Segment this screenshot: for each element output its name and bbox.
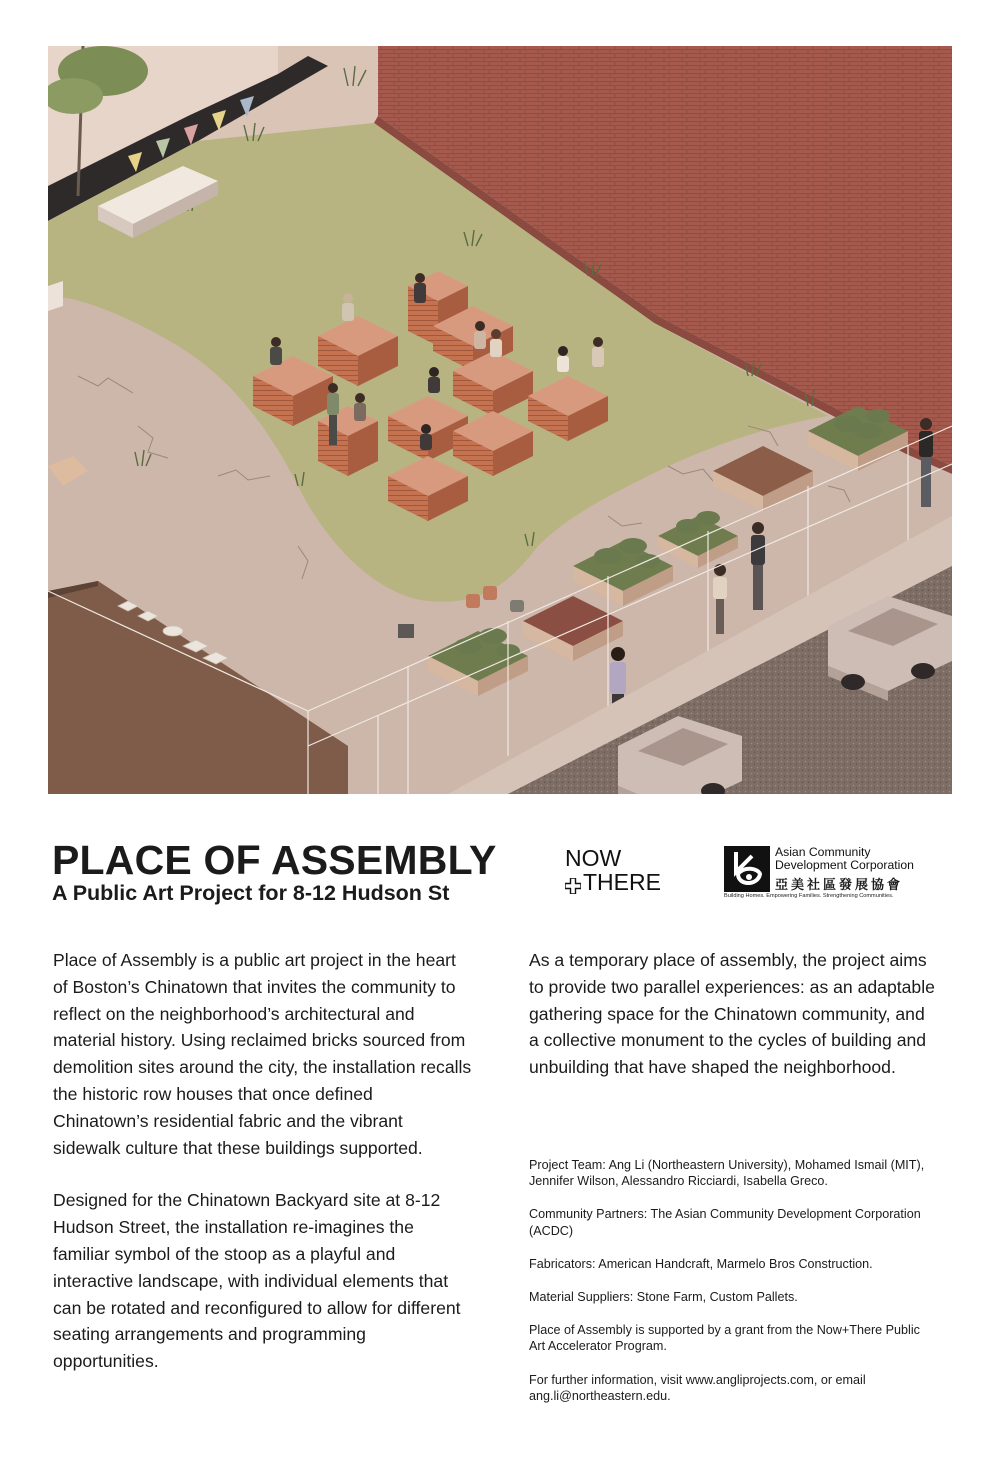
credits xyxy=(529,1157,929,1421)
plus-icon xyxy=(565,874,581,890)
acdc-tagline: Building Homes. Empowering Families. Strengthening Communities. xyxy=(724,893,894,899)
credit-material-suppliers: Material Suppliers: Stone Farm, Custom Pallets. xyxy=(529,1290,798,1305)
page-title: PLACE OF ASSEMBLY xyxy=(52,837,497,883)
credit-community-partners: Community Partners: The Asian Community Development Corporation (ACDC) xyxy=(529,1207,921,1238)
credit-fabricators: Fabricators: American Handcraft, Marmelo Bros Construction. xyxy=(529,1256,873,1271)
intro-paragraph: Place of Assembly is a public art project in the heart of Boston’s Chinatown that invites the community to reflect on the neighborhood’s architectural and material history. Using reclaimed bricks sourced from demolition sites around the city, the installation recalls the historic row houses that once defined Chinatown’s residential fabric and the vibrant sidewalk culture that these buildings supported. xyxy=(53,950,472,1158)
now-there-logo xyxy=(565,846,675,896)
acdc-logo xyxy=(724,846,934,902)
acdc-name-line2: Development Corporation xyxy=(775,858,914,872)
courtyard-illustration xyxy=(48,46,952,794)
design-paragraph: Designed for the Chinatown Backyard site at 8-12 Hudson Street, the installation re-imagines the familiar symbol of the stoop as a playful and interactive landscape, with individual elements that can be rotated and reconfigured to allow for different seating arrangements and programming opportunities. xyxy=(53,1190,461,1372)
purpose-paragraph: As a temporary place of assembly, the project aims to provide two parallel experiences: as an adaptable gathering space for the Chinatown community, and a collective monument to the cycles of building and unbuilding that have shaped the neighborhood. xyxy=(529,950,935,1078)
credit-project-team: Project Team: Ang Li (Northeastern University), Mohamed Ismail (MIT), Jennifer Wilson, Alessandro Ricciardi, Isabella Greco. xyxy=(529,1158,925,1189)
acdc-chinese-name: 亞美社區發展協會 xyxy=(775,877,904,892)
credit-grant: Place of Assembly is supported by a grant from the Now+There Public Art Accelerator Program. xyxy=(529,1323,920,1354)
now-there-logo-line1: NOW xyxy=(565,845,622,871)
acdc-mark-icon xyxy=(724,846,770,892)
right-column xyxy=(529,947,939,1081)
page-subtitle: A Public Art Project for 8-12 Hudson St xyxy=(52,881,450,905)
left-column xyxy=(53,947,473,1401)
acdc-name-line1: Asian Community xyxy=(775,845,871,859)
credit-contact: For further information, visit www.angliprojects.com, or email ang.li@northeastern.edu. xyxy=(529,1372,866,1403)
now-there-logo-line2: THERE xyxy=(583,869,661,895)
